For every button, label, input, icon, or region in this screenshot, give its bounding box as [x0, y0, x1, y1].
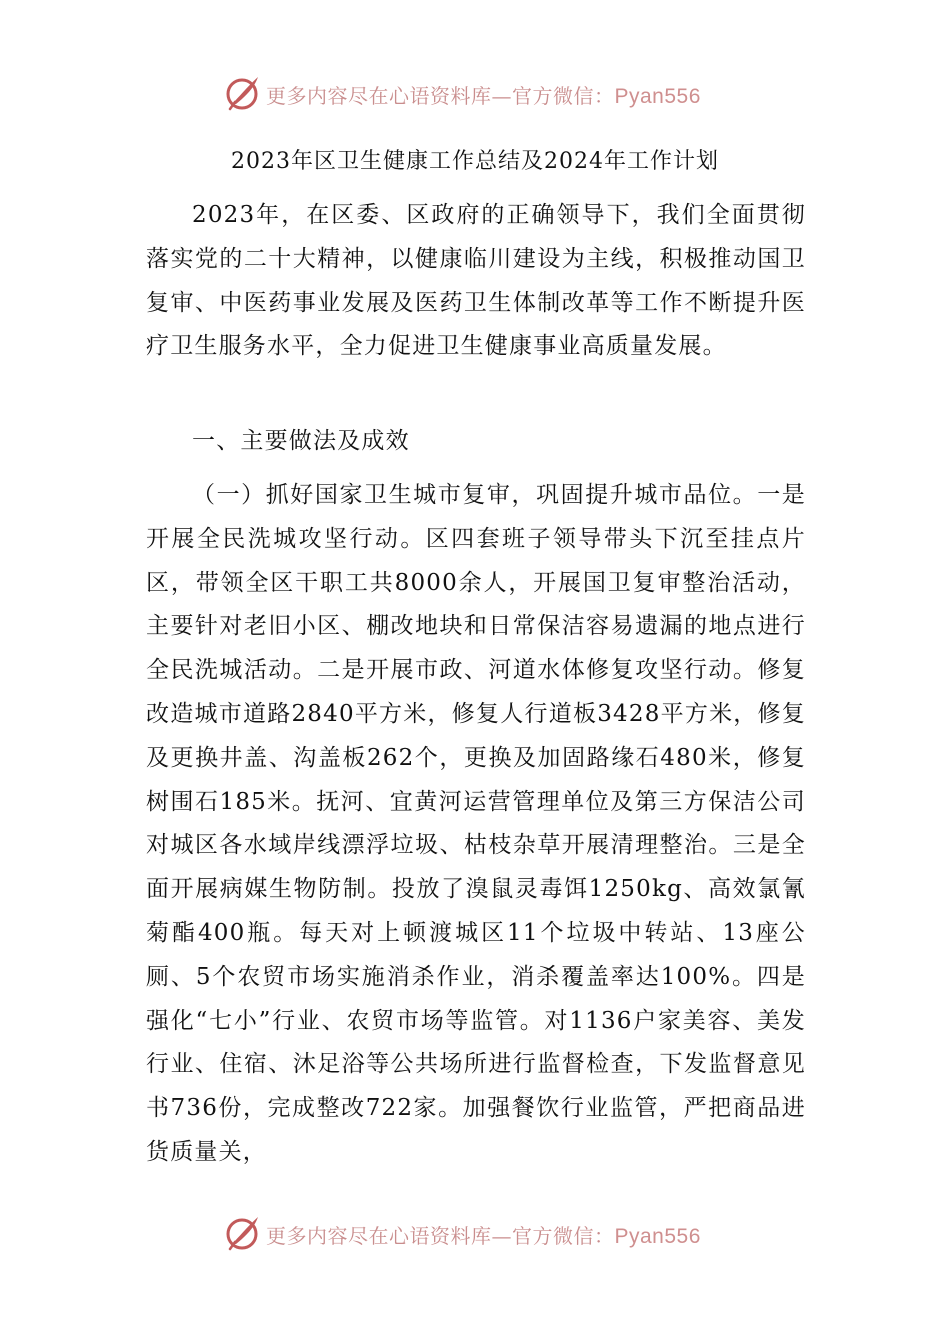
document-title: 2023年区卫生健康工作总结及2024年工作计划 — [231, 149, 719, 174]
watermark-text — [266, 1220, 701, 1249]
watermark-id: Pyan556 — [614, 85, 701, 108]
watermark-id: Pyan556 — [614, 1225, 701, 1248]
watermark-label: 官方微信： — [512, 1224, 615, 1248]
watermark-banner-top — [0, 72, 950, 116]
watermark-dash: — — [491, 1224, 512, 1248]
section-heading: 一、主要做法及成效 — [192, 428, 410, 454]
feather-pen-logo-icon — [226, 74, 262, 112]
watermark-text — [266, 80, 701, 109]
watermark-slogan: 更多内容尽在心语资料库 — [266, 84, 492, 108]
watermark-dash: — — [491, 84, 512, 108]
feather-pen-logo-icon — [226, 1214, 262, 1252]
watermark-label: 官方微信： — [512, 84, 615, 108]
intro-paragraph: 2023年，在区委、区政府的正确领导下，我们全面贯彻落实党的二十大精神，以健康临川建设为主线，积极推动国卫复审、中医药事业发展及医药卫生体制改革等工作不断提升医疗卫生服务水平，全力促进卫生健康事业高质量发展。 — [146, 202, 806, 360]
watermark-banner-bottom — [0, 1212, 950, 1256]
watermark-slogan: 更多内容尽在心语资料库 — [266, 1224, 492, 1248]
body-paragraph: （一）抓好国家卫生城市复审，巩固提升城市品位。一是开展全民洗城攻坚行动。区四套班子领导带头下沉至挂点片区，带领全区干职工共8000余人，开展国卫复审整治活动，主要针对老旧小区、棚改地块和日常保洁容易遗漏的地点进行全民洗城活动。二是开展市政、河道水体修复攻坚行动。修复改造城市道路2840平方米，修复人行道板3428平方米，修复及更换井盖、沟盖板262个，更换及加固路缘石480米，修复树围石185米。抚河、宜黄河运营管理单位及第三方保洁公司对城区各水域岸线漂浮垃圾、枯枝杂草开展清理整治。三是全面开展病媒生物防制。投放了溴鼠灵毒饵1250kg、高效氯氰菊酯400瓶。每天对上顿渡城区11个垃圾中转站、13座公厕、5个农贸市场实施消杀作业，消杀覆盖率达100%。四是强化“七小”行业、农贸市场等监管。对1136户家美容、美发行业、住宿、沐足浴等公共场所进行监督检查，下发监督意见书736份，完成整改722家。加强餐饮行业监管，严把商品进货质量关， — [146, 482, 806, 1165]
